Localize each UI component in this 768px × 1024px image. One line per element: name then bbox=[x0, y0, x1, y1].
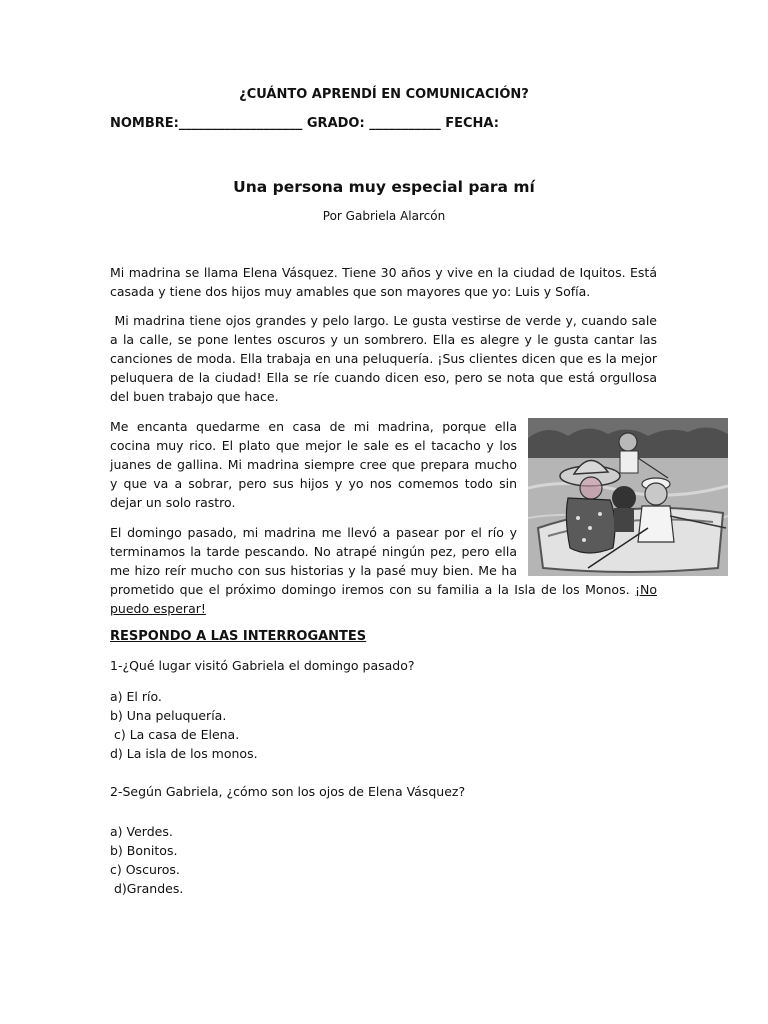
questions-heading: RESPONDO A LAS INTERROGANTES bbox=[110, 629, 367, 644]
worksheet-title: ¿CUÁNTO APRENDÍ EN COMUNICACIÓN? bbox=[239, 87, 529, 102]
student-info-fields: NOMBRE:___________________ GRADO: ___________ FECHA: bbox=[110, 116, 499, 131]
question-1: 1-¿Qué lugar visitó Gabriela el domingo pasado? bbox=[110, 658, 415, 673]
question-1-option-d: d) La isla de los monos. bbox=[110, 746, 258, 761]
question-1-option-b: b) Una peluquería. bbox=[110, 708, 227, 723]
question-2: 2-Según Gabriela, ¿cómo son los ojos de Elena Vásquez? bbox=[110, 784, 466, 799]
question-1-option-a: a) El río. bbox=[110, 689, 162, 704]
boat-fishing-illustration bbox=[528, 418, 728, 576]
question-2-option-d: d)Grandes. bbox=[110, 881, 184, 896]
story-paragraph-2: Mi madrina tiene ojos grandes y pelo largo. Le gusta vestirse de verde y, cuando sale a la calle, se pone lentes oscuros y un sombrero. Ella es alegre y le gusta cantar las canciones de moda. Ella trabaja en una peluquería. ¡Sus clientes dicen que es la mejor peluquera de la ciudad! Ella se ríe cuando dicen eso, pero se nota que está orgullosa del buen trabajo que hace. bbox=[110, 313, 661, 404]
story-paragraph-4-text: El domingo pasado, mi madrina me llevó a pasear por el río y terminamos la tarde pescando. No atrapé ningún pez, pero ella me hizo reír mucho con sus historias y la pasé muy bien. Me ha prometido que el próximo domingo iremos con su familia a la Isla de los Monos. bbox=[110, 525, 635, 597]
story-paragraph-4-exclamation: ¡No puedo esperar! bbox=[110, 582, 657, 616]
question-2-option-c: c) Oscuros. bbox=[110, 862, 180, 877]
story-byline: Por Gabriela Alarcón bbox=[322, 209, 446, 223]
question-1-option-c: c) La casa de Elena. bbox=[110, 727, 240, 742]
story-paragraph-1: Mi madrina se llama Elena Vásquez. Tiene 30 años y vive en la ciudad de Iquitos. Está casada y tiene dos hijos muy amables que son mayores que yo: Luis y Sofía. bbox=[110, 265, 657, 299]
story-paragraph-3: Me encanta quedarme en casa de mi madrina, porque ella cocina muy rico. El plato que mejor le sale es el tacacho y los juanes de gallina. Mi madrina siempre cree que prepara mucho y que va a sobrar, pero sus hijos y yo nos comemos todo sin dejar un solo rastro. bbox=[110, 419, 517, 510]
story-title: Una persona muy especial para mí bbox=[233, 178, 535, 196]
question-1-options bbox=[110, 687, 258, 763]
question-2-option-b: b) Bonitos. bbox=[110, 843, 178, 858]
question-2-options bbox=[110, 822, 183, 898]
question-2-option-a: a) Verdes. bbox=[110, 824, 173, 839]
